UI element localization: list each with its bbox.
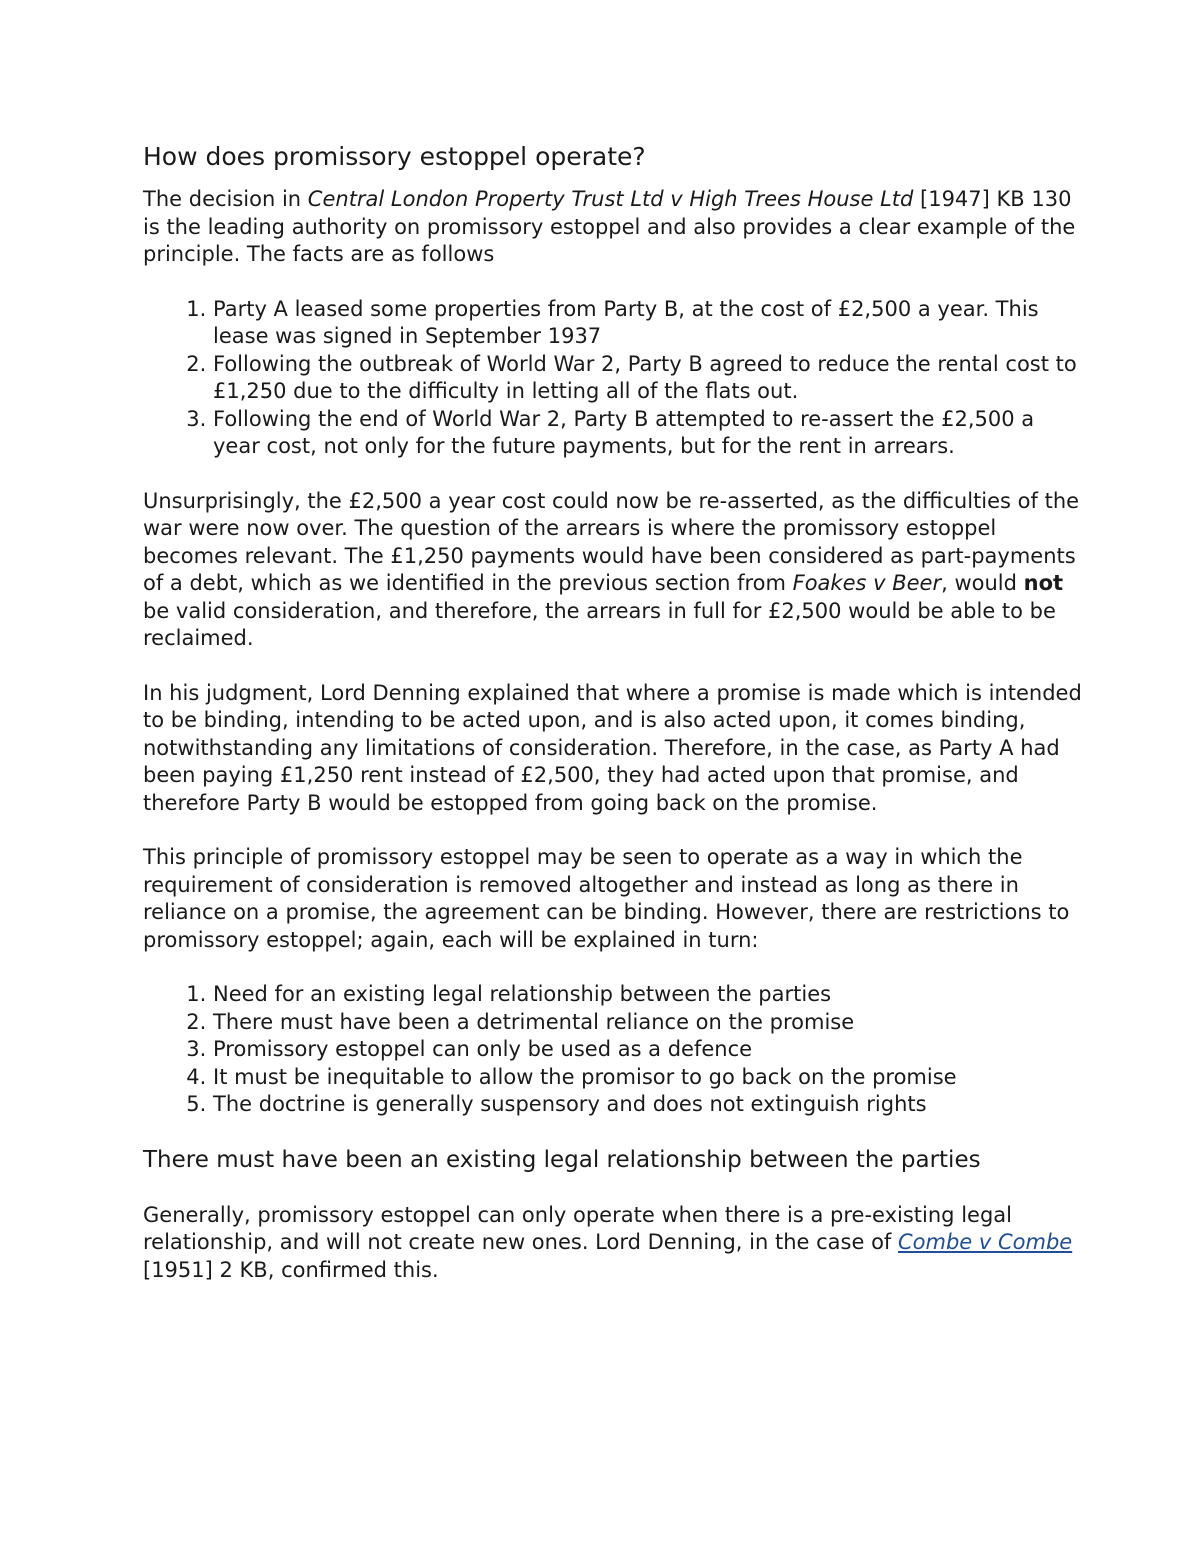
case-name-high-trees: Central London Property Trust Ltd v High Trees House Ltd xyxy=(307,187,914,211)
intro-paragraph xyxy=(143,186,1083,269)
existing-tail: [1951] 2 KB, confirmed this. xyxy=(143,1257,439,1282)
list-item: 3. Promissory estoppel can only be used as a defence xyxy=(213,1036,1083,1064)
arrears-tail: be valid consideration, and therefore, the arrears in full for £2,500 would be able to be reclaimed. xyxy=(143,598,1056,650)
arrears-lead: Unsurprisingly, the £2,500 a year cost could now be re-asserted, as the difficulties of the war were now over. The question of the arrears is where the promissory estoppel becomes relevant. The £1,250 payments would have been considered as part-payments of a debt, which as we identified in the previous section from xyxy=(143,488,1080,595)
existing-lead: Generally, promissory estoppel can only operate when there is a pre-existing legal relationship, and will not create new ones. Lord Denning, in the case of xyxy=(143,1202,1012,1254)
list-item: 5. The doctrine is generally suspensory and does not extinguish rights xyxy=(213,1091,1083,1119)
list-item: 2. Following the outbreak of World War 2, Party B agreed to reduce the rental cost to £1,250 due to the difficulty in letting all of the flats out. xyxy=(213,351,1083,406)
intro-lead: The decision in xyxy=(143,187,308,211)
list-item: 3. Following the end of World War 2, Party B attempted to re-assert the £2,500 a year cost, not only for the future payments, but for the rent in arrears. xyxy=(213,406,1083,461)
arrears-paragraph xyxy=(143,488,1083,653)
combe-v-combe-link[interactable]: Combe v Combe xyxy=(898,1230,1073,1254)
restrictions-list xyxy=(143,981,1083,1119)
denning-paragraph: In his judgment, Lord Denning explained that where a promise is made which is intended to be binding, intending to be acted upon, and is also acted upon, it comes binding, notwithstanding any limitations of consideration. Therefore, in the case, as Party A had been paying £1,250 rent instead of £2,500, they had acted upon that promise, and therefore Party B would be estopped from going back on the promise. xyxy=(143,680,1082,815)
list-item: 4. It must be inequitable to allow the promisor to go back on the promise xyxy=(213,1064,1083,1092)
list-item: 2. There must have been a detrimental reliance on the promise xyxy=(213,1009,1083,1037)
existing-relationship-paragraph xyxy=(143,1202,1083,1285)
list-item: 1. Need for an existing legal relationship between the parties xyxy=(213,981,1083,1009)
case-name-foakes-v-beer: Foakes v Beer xyxy=(792,571,942,595)
section-heading: There must have been an existing legal relationship between the parties xyxy=(143,1146,981,1173)
facts-list xyxy=(143,296,1083,461)
arrears-mid: , would xyxy=(941,571,1024,595)
intro-tail: [1947] KB 130 is the leading authority on promissory estoppel and also provides a clear example of the principle. The facts are as follows xyxy=(143,187,1076,266)
list-item: 1. Party A leased some properties from Party B, at the cost of £2,500 a year. This lease was signed in September 1937 xyxy=(213,296,1083,351)
document-page xyxy=(143,142,1083,1311)
emphasis-not: not xyxy=(1023,571,1064,595)
principle-paragraph: This principle of promissory estoppel may be seen to operate as a way in which the requirement of consideration is removed altogether and instead as long as there in reliance on a promise, the agreement can be binding. However, there are restrictions to promissory estoppel; again, each will be explained in turn: xyxy=(143,845,1070,952)
page-title: How does promissory estoppel operate? xyxy=(143,142,646,171)
